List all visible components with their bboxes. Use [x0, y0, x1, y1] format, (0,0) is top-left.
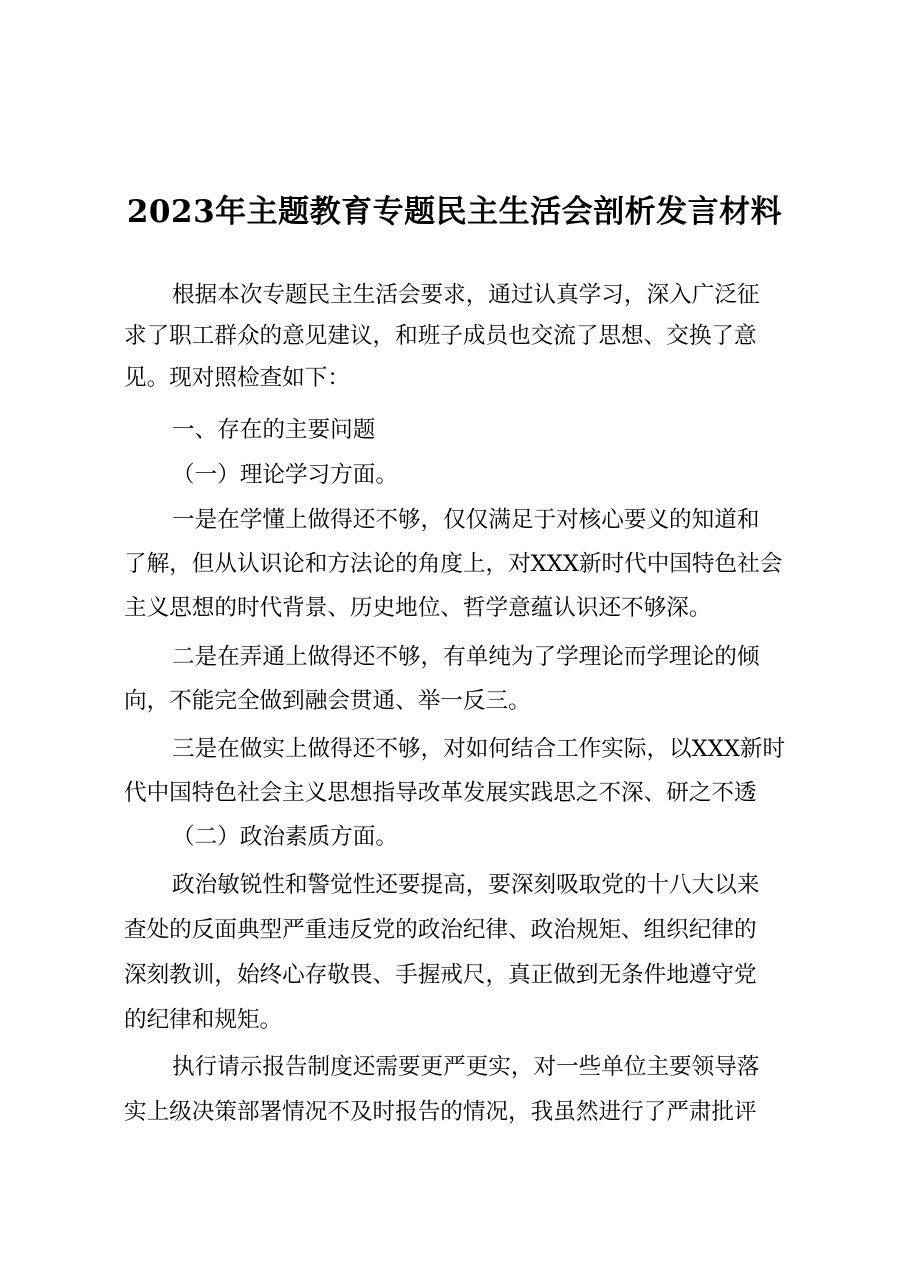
paragraph-line: 查处的反面典型严重违反党的政治纪律、政治规矩、组织纪律的: [124, 917, 757, 943]
paragraph-line: 向，不能完全做到融会贯通、举一反三。: [124, 688, 531, 714]
document-title: 2023年主题教育专题民主生活会剖析发言材料: [126, 194, 783, 230]
paragraph-line: 深刻教训，始终心存敬畏、手握戒尺，真正做到无条件地遵守党: [124, 962, 757, 988]
paragraph-line: 执行请示报告制度还需要更严更实，对一些单位主要领导落: [172, 1054, 760, 1080]
subsection-heading: （一）理论学习方面。: [172, 462, 398, 488]
section-heading: 一、存在的主要问题: [172, 417, 376, 443]
paragraph-line: 一是在学懂上做得还不够，仅仅满足于对核心要义的知道和: [172, 507, 760, 533]
paragraph-line: 的纪律和规矩。: [124, 1007, 283, 1033]
paragraph-line: 实上级决策部署情况不及时报告的情况，我虽然进行了严肃批评: [124, 1099, 757, 1125]
paragraph-line: 二是在弄通上做得还不够，有单纯为了学理论而学理论的倾: [172, 644, 760, 670]
paragraph-line: 求了职工群众的意见建议，和班子成员也交流了思想、交换了意: [124, 323, 757, 349]
subsection-heading: （二）政治素质方面。: [172, 824, 398, 850]
paragraph-line: 代中国特色社会主义思想指导改革发展实践思之不深、研之不透: [124, 780, 757, 806]
paragraph-line: 了解，但从认识论和方法论的角度上，对XXX新时代中国特色社会: [124, 551, 783, 577]
paragraph-line: 根据本次专题民主生活会要求，通过认真学习，深入广泛征: [172, 282, 760, 308]
paragraph-line: 三是在做实上做得还不够，对如何结合工作实际，以XXX新时: [172, 736, 786, 762]
paragraph-line: 政治敏锐性和警觉性还要提高，要深刻吸取党的十八大以来: [172, 872, 760, 898]
paragraph-line: 主义思想的时代背景、历史地位、哲学意蕴认识还不够深。: [124, 595, 712, 621]
paragraph-line: 见。现对照检查如下：: [124, 365, 350, 391]
